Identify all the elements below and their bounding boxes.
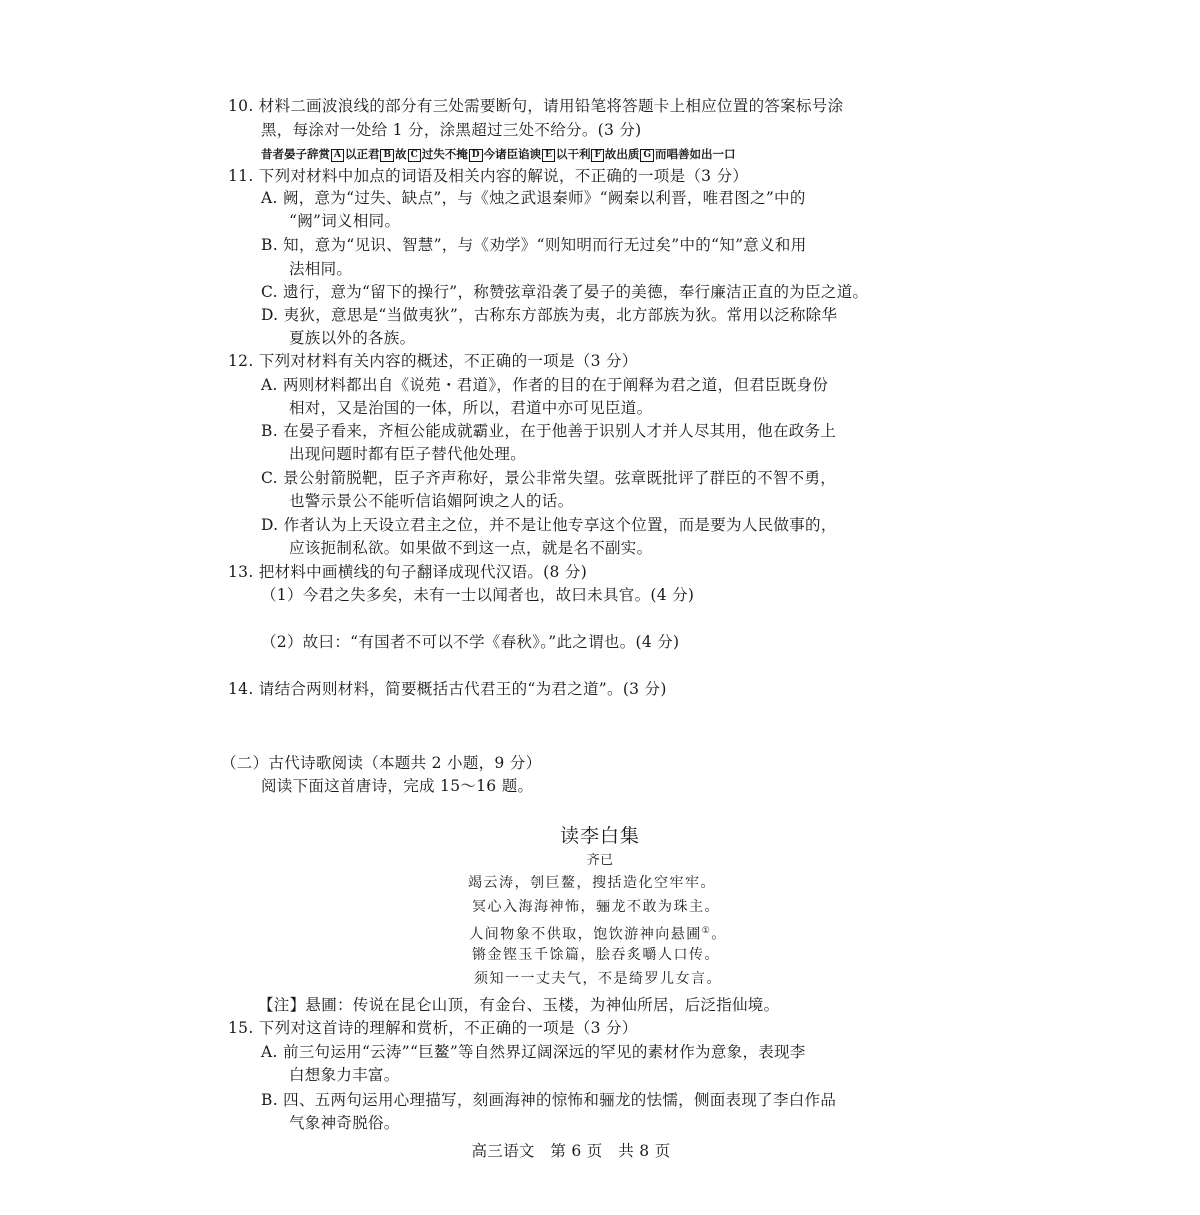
q11-option-b-cont: 法相同。 (289, 260, 353, 278)
q14-stem: 14. 请结合两则材料，简要概括古代君王的“为君之道”。(3 分) (228, 680, 667, 698)
poem-title: 读李白集 (559, 825, 641, 847)
q11-option-d-cont: 夏族以外的各族。 (289, 329, 416, 347)
segment: 过失不掩 (421, 147, 468, 161)
q15-option-b: B. 四、五两句运用心理描写，刻画海神的惊怖和骊龙的怯懦，侧面表现了李白作品 (261, 1091, 837, 1109)
section-heading: （二）古代诗歌阅读（本题共 2 小题，9 分） (221, 754, 542, 772)
section-instruction: 阅读下面这首唐诗，完成 15～16 题。 (261, 777, 534, 795)
poem-line: 须知一一丈夫气，不是绮罗儿女言。 (474, 971, 722, 987)
segment: 而唱善如出一口 (655, 147, 736, 161)
poem-line: 竭云涛，刳巨鳌，搜括造化空牢牢。 (468, 875, 716, 891)
q11-stem: 11. 下列对材料中加点的词语及相关内容的解说，不正确的一项是（3 分） (228, 167, 749, 185)
poem-line: 冥心入海海神怖，骊龙不敢为珠主。 (472, 899, 720, 915)
segment: 故出质 (604, 147, 640, 161)
answer-mark: E (542, 149, 555, 162)
segment: 以干利 (555, 147, 591, 161)
q10-sentence-breaks (261, 143, 736, 165)
poem-line-with-footnote: 人间物象不供取，饱饮游神向悬圃①。 (469, 926, 727, 943)
q15-option-a: A. 前三句运用“云涛”“巨鳌”等自然界辽阔深远的罕见的素材作为意象，表现李 (261, 1043, 806, 1061)
q10-line-1: 10. 材料二画波浪线的部分有三处需要断句，请用铅笔将答题卡上相应位置的答案标号涂 (228, 97, 844, 115)
segment: 故 (395, 147, 407, 161)
q13-sub-2: （2）故曰：“有国者不可以不学《春秋》。”此之谓也。(4 分) (261, 633, 680, 651)
answer-mark: D (469, 149, 483, 162)
answer-mark: B (380, 149, 394, 162)
q12-option-d-cont: 应该扼制私欲。如果做不到这一点，就是名不副实。 (289, 539, 653, 557)
q11-option-b: B. 知，意为“见识、智慧”，与《劝学》“则知明而行无过矣”中的“知”意义和用 (261, 236, 807, 254)
q12-option-d: D. 作者认为上天设立君主之位，并不是让他专享这个位置，而是要为人民做事的， (261, 516, 837, 534)
poem-note: 【注】悬圃：传说在昆仑山顶，有金台、玉楼，为神仙所居，后泛指仙境。 (258, 996, 780, 1014)
poem-line-text: 人间物象不供取，饱饮游神向悬圃 (469, 926, 702, 943)
q12-option-c: C. 景公射箭脱靶，臣子齐声称好，景公非常失望。弦章既批评了群臣的不智不勇， (261, 469, 837, 487)
page-footer: 高三语文 第 6 页 共 8 页 (471, 1142, 671, 1160)
answer-mark: G (640, 149, 654, 162)
q11-option-d: D. 夷狄，意思是“当做夷狄”，古称东方部族为夷，北方部族为狄。常用以泛称除华 (261, 306, 838, 324)
q11-option-c: C. 遗行，意为“留下的操行”，称赞弦章沿袭了晏子的美德，奉行廉洁正直的为臣之道。 (261, 283, 869, 301)
answer-mark: A (331, 149, 344, 162)
answer-mark: F (591, 149, 603, 162)
q15-stem: 15. 下列对这首诗的理解和赏析，不正确的一项是（3 分） (228, 1019, 638, 1037)
answer-mark: C (408, 149, 421, 162)
poem-line: 锵金铿玉千馀篇，脍吞炙嚼人口传。 (472, 947, 720, 963)
segment: 昔者晏子辞赏 (261, 147, 330, 161)
q12-option-a: A. 两则材料都出自《说苑・君道》，作者的目的在于阐释为君之道，但君臣既身份 (261, 376, 829, 394)
q11-option-a: A. 阙，意为“过失、缺点”，与《烛之武退秦师》“阙秦以利晋，唯君图之”中的 (261, 189, 806, 207)
q13-stem: 13. 把材料中画横线的句子翻译成现代汉语。(8 分) (228, 563, 588, 581)
poem-author: 齐已 (586, 853, 614, 868)
q13-sub-1: （1）今君之失多矣，未有一士以闻者也，故曰未具官。(4 分) (261, 586, 695, 604)
segment: 今诸臣谄谀 (483, 147, 542, 161)
q11-option-a-cont: “阙”词义相同。 (289, 212, 401, 230)
q12-option-c-cont: 也警示景公不能听信谄媚阿谀之人的话。 (289, 492, 574, 510)
q12-option-a-cont: 相对，又是治国的一体，所以，君道中亦可见臣道。 (289, 399, 653, 417)
footnote-marker: ① (701, 926, 712, 936)
q15-option-a-cont: 白想象力丰富。 (289, 1066, 400, 1084)
q10-line-2: 黑，每涂对一处给 1 分，涂黑超过三处不给分。(3 分) (261, 121, 642, 139)
q12-stem: 12. 下列对材料有关内容的概述，不正确的一项是（3 分） (228, 352, 638, 370)
q12-option-b-cont: 出现问题时都有臣子替代他处理。 (289, 445, 527, 463)
segment: 以正君 (344, 147, 380, 161)
q12-option-b: B. 在晏子看来，齐桓公能成就霸业，在于他善于识别人才并人尽其用，他在政务上 (261, 422, 837, 440)
q15-option-b-cont: 气象神奇脱俗。 (289, 1114, 400, 1132)
